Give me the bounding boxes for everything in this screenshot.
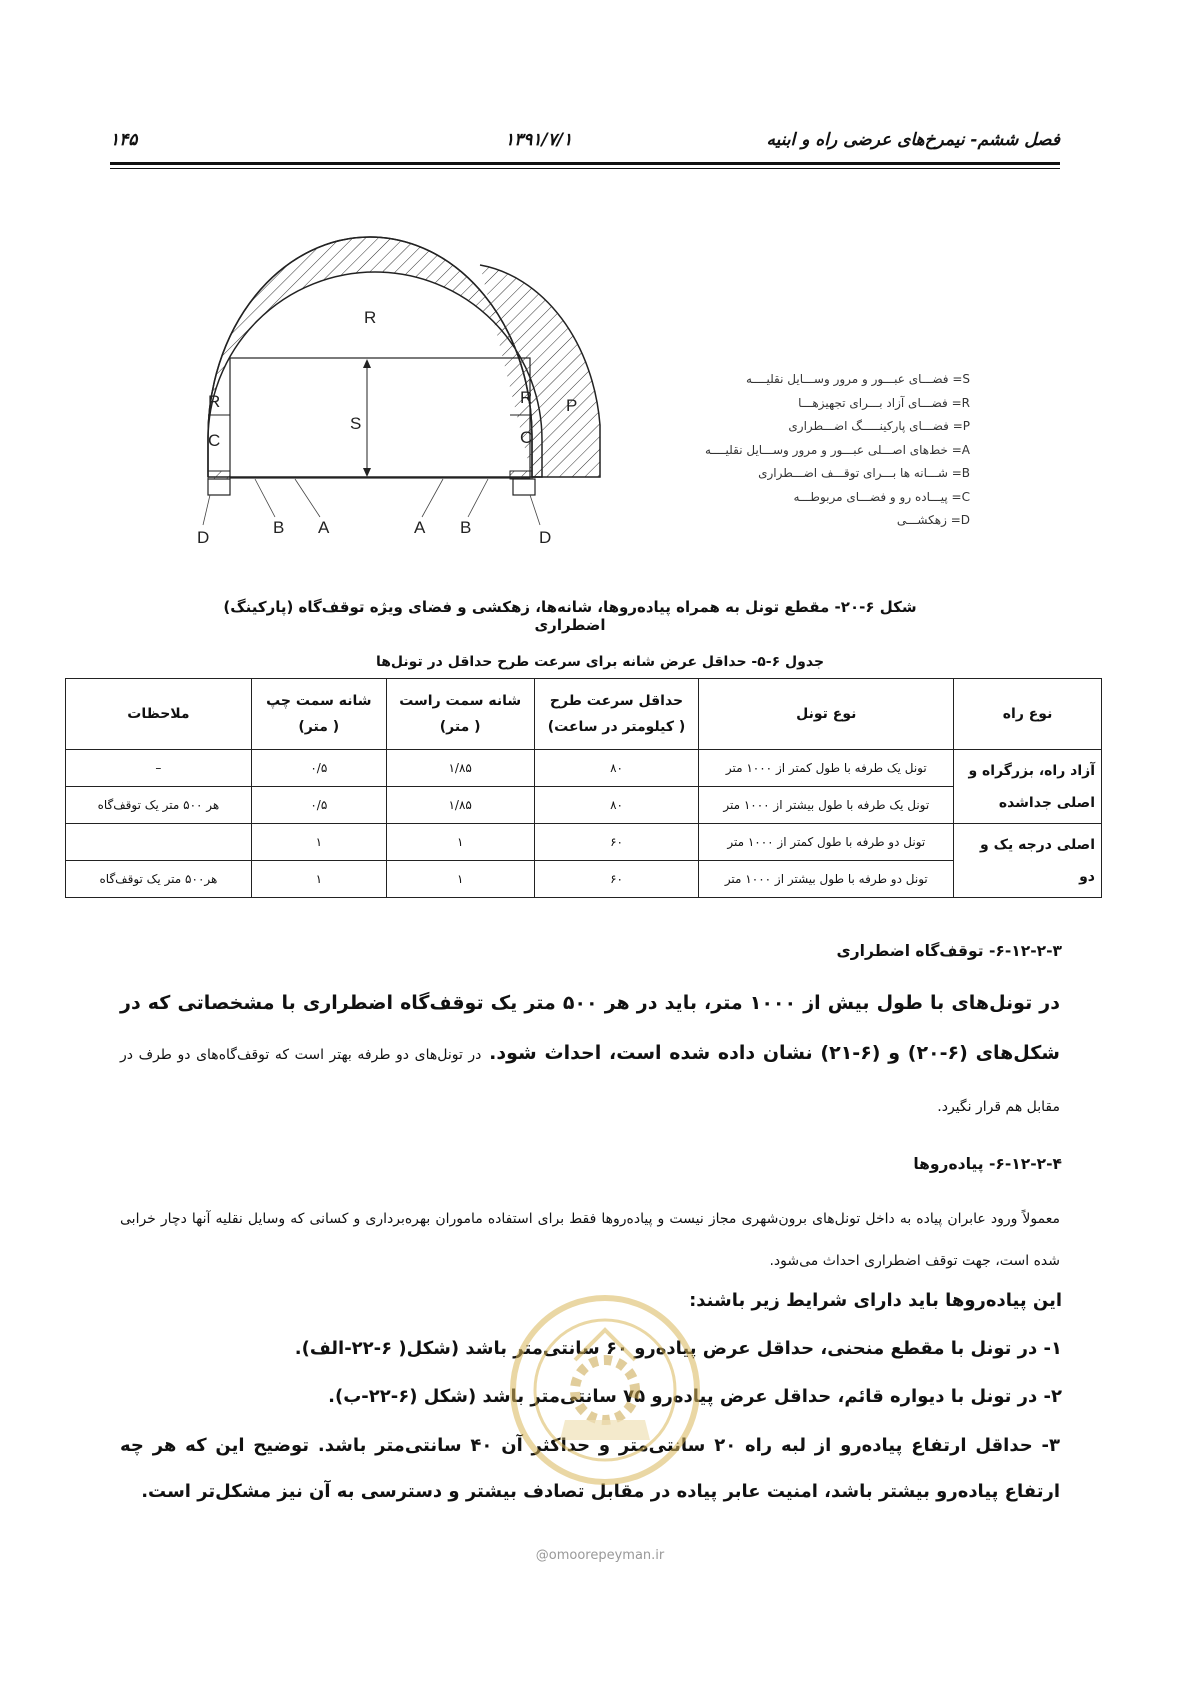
clearance-envelope — [230, 358, 533, 478]
conditions-intro: این پیاده‌روها باید دارای شرایط زیر باشند: — [689, 1290, 1062, 1311]
road-type-cell: آزاد راه، بزرگراه و اصلی جداشده — [954, 750, 1102, 824]
figure-legend — [705, 368, 970, 533]
col-min-speed: حداقل سرعت طرح ( کیلومتر در ساعت) — [534, 679, 699, 750]
remarks-cell: – — [66, 750, 252, 787]
label-r-right: R — [520, 388, 533, 407]
figure-caption: شکل ۶-۲۰- مقطع تونل به همراه پیاده‌روها، شانه‌ها، زهکشی و فضای ویژه توقف‌گاه (پارکینگ) اضطراری — [223, 598, 917, 634]
label-p: P — [566, 396, 578, 415]
chapter-title: فصل ششم- نیمرخ‌های عرضی راه و ابنیه — [766, 130, 1060, 150]
header-date: ۱۳۹۱/۷/۱ — [505, 130, 573, 150]
legend-item: D= زهکشـــی — [896, 513, 970, 527]
label-c-left: C — [208, 431, 221, 450]
tunnel-cell: تونل دو طرفه با طول بیشتر از ۱۰۰۰ متر — [699, 861, 954, 898]
speed-cell: ۸۰ — [534, 787, 699, 824]
page-number: ۱۴۵ — [110, 130, 138, 150]
speed-cell: ۶۰ — [534, 824, 699, 861]
table-row — [66, 861, 1102, 898]
right-shoulder-cell: ۱ — [386, 824, 534, 861]
section-heading-sidewalks: ۶-۱۲-۲-۴- پیاده‌روها — [913, 1155, 1062, 1173]
sidewalk-paragraph: معمولاً ورود عابران پیاده به داخل تونل‌های برون‌شهری مجاز نیست و پیاده‌روها فقط برای استفاده ماموران بهره‌برداری و کسانی که وسایل نقلیه آنها دچار خرابی شده است، جهت توقف اضطراری احداث می‌شود. — [120, 1211, 1060, 1269]
header-rule-thin — [110, 168, 1060, 169]
speed-cell: ۸۰ — [534, 750, 699, 787]
tunnel-cell: تونل یک طرفه با طول بیشتر از ۱۰۰۰ متر — [699, 787, 954, 824]
label-s: S — [350, 414, 362, 433]
page-header — [110, 128, 1060, 164]
remarks-cell: هر ۵۰۰ متر یک توقف‌گاه — [66, 787, 252, 824]
drain-right — [513, 479, 535, 495]
col-tunnel-type: نوع تونل — [699, 679, 954, 750]
label-b-right: B — [460, 518, 472, 537]
section-heading-emergency-stop: ۶-۱۲-۲-۳- توقف‌گاه اضطراری — [836, 942, 1062, 960]
drain-left — [208, 479, 230, 495]
parking-extension — [480, 265, 600, 477]
legend-item: R= فضـــای آزاد بـــرای تجهیزهـــا — [798, 395, 970, 410]
condition-item-2: ۲- در تونل با دیواره قائم، حداقل عرض پیاده‌رو ۷۵ سانتی‌متر باشد (شکل (۶-۲۲-ب). — [328, 1386, 1062, 1407]
speed-cell: ۶۰ — [534, 861, 699, 898]
col-left-shoulder: شانه سمت چپ ( متر) — [251, 679, 386, 750]
legend-item: S= فضـــای عبـــور و مرور وســـایل نقلیــــه — [745, 372, 970, 386]
label-a-right: A — [414, 518, 426, 537]
label-r-top: R — [364, 308, 377, 327]
right-shoulder-cell: ۱/۸۵ — [386, 787, 534, 824]
tunnel-cell: تونل دو طرفه با طول کمتر از ۱۰۰۰ متر — [699, 824, 954, 861]
legend-item: C= پیـــاده رو و فضـــای مربوطـــه — [793, 489, 970, 504]
col-remarks: ملاحظات — [66, 679, 252, 750]
right-shoulder-cell: ۱ — [386, 861, 534, 898]
legend-item: B= شـــانه ها بـــرای توقـــف اضـــطراری — [758, 466, 970, 480]
left-shoulder-cell: ۰/۵ — [251, 787, 386, 824]
table-row — [66, 750, 1102, 787]
table-row — [66, 824, 1102, 861]
remarks-cell: هر۵۰۰ متر یک توقف‌گاه — [66, 861, 252, 898]
shoulder-width-table — [65, 678, 1102, 898]
watermark-seal-icon — [505, 1290, 705, 1490]
right-shoulder-cell: ۱/۸۵ — [386, 750, 534, 787]
emergency-stop-paragraph: در تونل‌های با طول بیش از ۱۰۰۰ متر، باید در هر ۵۰۰ متر یک توقف‌گاه اضطراری با مشخصاتی که در شکل‌های (۶-۲۰) و (۶-۲۱) نشان داده شده است، احداث شود. در تونل‌های دو طرفه بهتر است که توقف‌گاه‌های دو طرف در مقابل هم قرار نگیرد. — [120, 992, 1060, 1115]
legend-item: P= فضـــای پارکینـــــگ اضـــطراری — [788, 419, 970, 433]
left-shoulder-cell: ۱ — [251, 861, 386, 898]
col-right-shoulder: شانه سمت راست ( متر) — [386, 679, 534, 750]
label-b-left: B — [273, 518, 285, 537]
tunnel-cell: تونل یک طرفه با طول کمتر از ۱۰۰۰ متر — [699, 750, 954, 787]
condition-item-1: ۱- در تونل با مقطع منحنی، حداقل عرض پیاده‌رو ۶۰ سانتی‌متر باشد (شکل( ۶-۲۲-الف). — [294, 1338, 1062, 1359]
header-rule-thick — [110, 162, 1060, 165]
table-row — [66, 787, 1102, 824]
label-a-left: A — [318, 518, 330, 537]
label-d-left: D — [197, 528, 210, 547]
label-r-left: R — [208, 392, 221, 411]
road-type-cell: اصلی درجه یک و دو — [954, 824, 1102, 898]
label-c-right: C — [520, 428, 533, 447]
left-shoulder-cell: ۰/۵ — [251, 750, 386, 787]
tunnel-cross-section-figure — [197, 225, 720, 595]
condition-item-3: ۳- حداقل ارتفاع پیاده‌رو از لبه راه ۲۰ سانتی‌متر و حداکثر آن ۴۰ سانتی‌متر باشد. توضیح این که هر چه ارتفاع پیاده‌رو بیشتر باشد، امنیت عابر پیاده در مقابل تصادف بیشتر و دسترسی به آن نیز مشکل‌تر است. — [120, 1435, 1061, 1502]
remarks-cell — [66, 824, 252, 861]
left-shoulder-cell: ۱ — [251, 824, 386, 861]
legend-item: A= خط‌های اصـــلی عبـــور و مرور وســـایل نقلیــــه — [705, 442, 970, 457]
col-road-type: نوع راه — [954, 679, 1102, 750]
table-header-row — [66, 679, 1102, 750]
watermark-url: @omoorepeyman.ir — [535, 1548, 665, 1563]
table-title: جدول ۶-۵- حداقل عرض شانه برای سرعت طرح حداقل در تونل‌ها — [375, 654, 825, 670]
label-d-right: D — [539, 528, 552, 547]
